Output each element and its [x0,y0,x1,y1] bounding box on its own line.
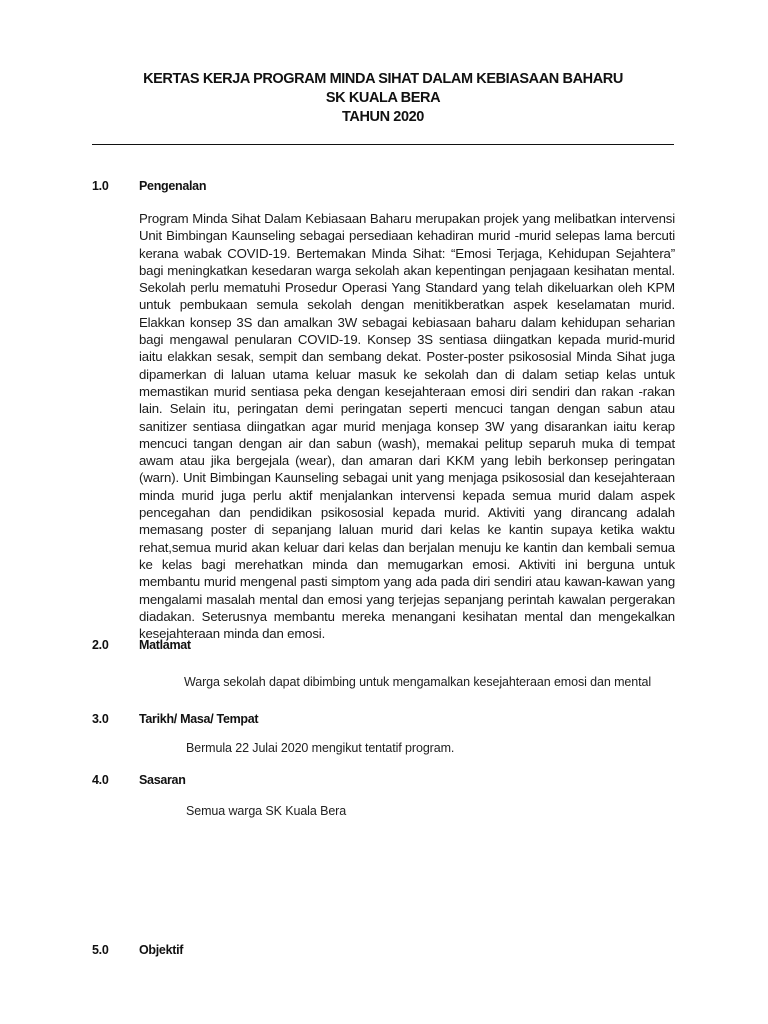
section-5-number: 5.0 [92,943,109,957]
section-1-title: Pengenalan [139,179,207,193]
section-1-body: Program Minda Sihat Dalam Kebiasaan Baharu merupakan projek yang melibatkan intervensi Unit Bimbingan Kaunseling sebagai persediaan kehadiran murid -murid selepas lama bercuti kerana wabak COVID-19. Bertemakan Minda Sihat: “Emosi Terjaga, Kehidupan Sejahtera” bagi meningkatkan kesedaran warga sekolah akan kepentingan penjagaan kesihatan mental. Sekolah perlu mematuhi Prosedur Operasi Yang Standard yang telah dikeluarkan oleh KPM untuk pembukaan semula sekolah dengan menitikberatkan aspek keselamatan murid. Elakkan konsep 3S dan amalkan 3W sebagai kebiasaan baharu dalam kehidupan seharian bagi mengawal penularan COVID-19. Konsep 3S sentiasa diingatkan kepada murid-murid iaitu elakkan sesak, sempit dan sembang dekat. Poster-poster psikososial Minda Sihat juga dipamerkan di laluan utama keluar masuk ke sekolah dan di dalam setiap kelas untuk memastikan murid sentiasa peka dengan kesejahteraan emosi diri sendiri dan rakan -rakan lain. Selain itu, peringatan demi peringatan seperti mencuci tangan dengan sabun atau sanitizer sentiasa diingatkan agar murid menjaga konsep 3W yang disarankan iaitu kerap mencuci tangan dengan air dan sabun (wash), memakai pelitup separuh muka di tempat awam atau jika bergejala (wear), dan amaran dari KKM yang lebih berkonsep peringatan (warn). Unit Bimbingan Kaunseling sebagai unit yang menjaga psikososial dan kesejahteraan minda murid juga perlu aktif menjalankan intervensi kepada semua murid dalam aspek pencegahan dan pendidikan psikososial kepada murid. Aktiviti yang dirancang adalah memasang poster di sepanjang laluan murid dari kelas ke kantin supaya ketika waktu rehat,semua murid akan keluar dari kelas dan berjalan menuju ke kantin dan kembali semua ke kelas bagi merehatkan minda dan memugarkan emosi. Aktiviti ini berguna untuk membantu murid mengenal pasti simptom yang ada pada diri sendiri atau kawan-kawan yang mengalami masalah mental dan emosi yang terjejas sepanjang perintah kawalan pergerakan diadakan. Seterusnya membantu mereka menangani kesihatan mental dan mengekalkan kesejahteraan minda dan emosi. [139,211,675,642]
section-4-body: Semua warga SK Kuala Bera [186,804,347,818]
title-divider [92,144,674,145]
section-5-title: Objektif [139,943,184,957]
title-line-3: TAHUN 2020 [342,109,424,125]
section-3-title: Tarikh/ Masa/ Tempat [139,712,259,726]
title-line-1: KERTAS KERJA PROGRAM MINDA SIHAT DALAM KEBIASAAN BAHARU [143,71,623,87]
section-2-title: Matlamat [139,638,191,652]
section-2-body: Warga sekolah dapat dibimbing untuk mengamalkan kesejahteraan emosi dan mental [184,675,652,689]
section-4-number: 4.0 [92,773,109,787]
section-3-number: 3.0 [92,712,109,726]
section-3-body: Bermula 22 Julai 2020 mengikut tentatif program. [186,741,455,755]
section-1-number: 1.0 [92,179,109,193]
section-2-number: 2.0 [92,638,109,652]
document-title [92,70,674,127]
section-4-title: Sasaran [139,773,186,787]
title-line-2: SK KUALA BERA [325,90,441,106]
